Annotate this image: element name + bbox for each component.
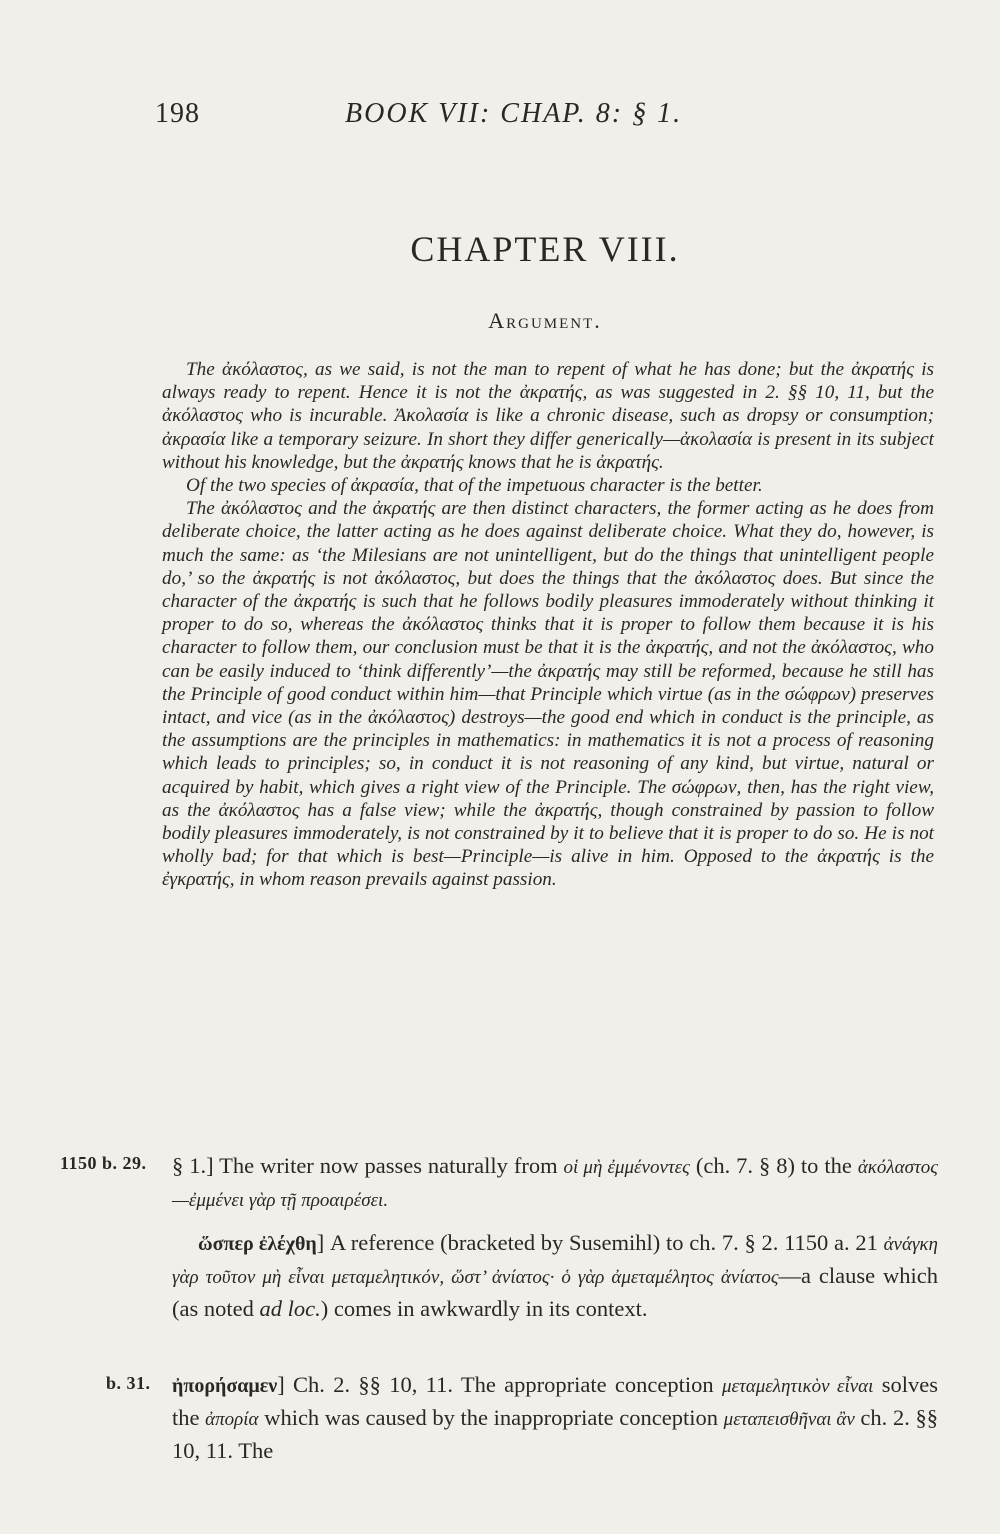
note-text: § 1.] The writer now passes naturally from: [172, 1153, 564, 1178]
commentary-note-3: [172, 1369, 938, 1466]
argument-summary: [162, 358, 934, 892]
marginal-reference: b. 31.: [106, 1373, 151, 1393]
greek-phrase: ἀπορία: [205, 1409, 259, 1430]
note-text: (ch. 7. § 8) to the: [689, 1153, 858, 1178]
chapter-title: CHAPTER VIII.: [410, 229, 680, 269]
greek-phrase: ἀκόλαστος—ἐμμένει γὰρ τῇ προαιρέσει.: [172, 1157, 938, 1211]
note-text: which was caused by the inappropriate conception: [258, 1405, 724, 1430]
greek-phrase: μεταπεισθῆναι ἂν: [723, 1409, 855, 1430]
note-lemma: ὥσπερ ἐλέχθη: [198, 1233, 317, 1255]
marginal-reference: 1150 b. 29.: [60, 1153, 147, 1173]
argument-heading: Argument.: [488, 308, 602, 333]
note-text: solves the: [172, 1372, 938, 1430]
greek-phrase: ἀνάγκη γὰρ τοῦτον μὴ εἶναι μεταμελητικόν, ὥστ’ ἀνίατος· ὁ γὰρ ἀμεταμέλητος ἀνίατος: [172, 1234, 938, 1288]
argument-paragraph-3: The ἀκόλαστος and the ἀκρατής are then distinct characters, the former acting as he does from deliberate choice, the latter acting as he does against deliberate choice. What they do, however, is much the same: as ‘the Milesians are not unintelligent, but do the things that unintelligent people do,’ so the ἀκρατής is not ἀκόλαστος, but does the things that the ἀκόλαστος does. But since the character of the ἀκρατής is such that he follows bodily pleasures immoderately without thinking it proper to do so, whereas the ἀκόλαστος thinks that it is proper to follow them because it is his character to follow them, our conclusion must be that it is the ἀκρατής, and not the ἀκόλαστος, who can be easily induced to ‘think differently’—the ἀκρατής may still be reformed, because he still has the Principle of good conduct within him—that Principle which virtue (as in the σώφρων) preserves intact, and vice (as in the ἀκόλαστος) destroys—the good end which in conduct is the principle, as the assumptions are the principles in mathematics: in mathematics it is not a process of reasoning which leads to principles; so, in conduct it is not reasoning of any kind, but virtue, natural or acquired by habit, which gives a right view of the Principle. The σώφρων, then, has the right view, as the ἀκόλαστος has a false view; while the ἀκρατής, though constrained by passion to follow bodily pleasures immoderately, is not constrained by it to believe that it is proper to do so. He is not wholly bad; for that which is best—Principle—is alive in him. Opposed to the ἀκρατής is the ἐγκρατής, in whom reason prevails against passion.: [162, 498, 934, 891]
note-text: ] Ch. 2. §§ 10, 11. The appropriate conception: [277, 1372, 722, 1397]
note-text: ] A reference (bracketed by Susemihl) to ch. 7. § 2. 1150 a. 21: [316, 1230, 884, 1255]
greek-phrase: μεταμελητικὸν εἶναι: [721, 1376, 874, 1397]
running-head-title: BOOK VII: CHAP. 8: § 1.: [345, 98, 683, 129]
commentary-note-1: [172, 1150, 938, 1216]
greek-phrase: οἱ μὴ ἐμμένοντες: [563, 1157, 690, 1178]
italic-abbreviation: ad loc.: [259, 1296, 321, 1321]
note-lemma: ἠπορήσαμεν: [172, 1375, 278, 1397]
argument-paragraph-2: Of the two species of ἀκρασία, that of the impetuous character is the better.: [186, 475, 763, 497]
page-number: 198: [155, 98, 200, 129]
argument-paragraph-1: The ἀκόλαστος, as we said, is not the man to repent of what he has done; but the ἀκρατής is always ready to repent. Hence it is not the ἀκρατής, as was suggested in 2. §§ 10, 11, but the ἀκόλαστος who is incurable. Ἀκολασία is like a chronic disease, such as dropsy or consumption; ἀκρασία like a temporary seizure. In short they differ generically—ἀκολασία is present in its subject without his knowledge, but the ἀκρατής knows that he is ἀκρατής.: [162, 359, 934, 473]
note-text: ch. 2. §§ 10, 11. The: [172, 1405, 938, 1463]
note-text: ) comes in awkwardly in its context.: [320, 1296, 648, 1321]
commentary-note-2: [172, 1227, 938, 1324]
note-text: —a clause which (as noted: [172, 1263, 938, 1321]
